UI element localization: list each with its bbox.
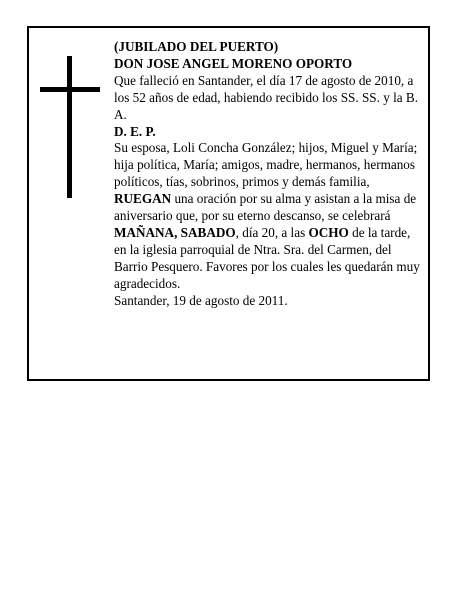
request-text-1: una oración por su alma y asistan a la misa de aniversario que, por su eterno descanso, se celebrará <box>114 191 417 224</box>
dep-line: D. E. P. <box>114 123 156 139</box>
cross-icon <box>40 56 100 198</box>
obituary-notice <box>27 26 430 381</box>
deceased-name: DON JOSE ANGEL MORENO OPORTO <box>114 55 353 71</box>
notice-subtitle: (JUBILADO DEL PUERTO) <box>114 39 279 54</box>
request-text-2: , día 20, a las <box>235 224 309 240</box>
family-list: Su esposa, Loli Concha González; hijos, Miguel y María; hija política, María; amigos, madre, hermanos, hermanos políticos, tías, sobrinos, primos y demás familia, <box>114 140 418 190</box>
closing-line: Santander, 19 de agosto de 2011. <box>114 292 288 308</box>
notice-body <box>114 39 426 310</box>
death-statement: Que falleció en Santander, el día 17 de agosto de 2010, a los 52 años de edad, habiendo recibido los SS. SS. y la B. A. <box>114 72 419 122</box>
mass-request <box>114 191 426 292</box>
mass-time: OCHO <box>308 224 349 240</box>
request-text-3: de la tarde, en la iglesia parroquial de Ntra. Sra. del Carmen, del Barrio Pesquero. Favores por los cuales les quedarán muy agradecidos. <box>114 224 420 291</box>
cross-vertical-bar <box>67 56 72 198</box>
cross-horizontal-bar <box>40 87 100 92</box>
ruegan-label: RUEGAN <box>114 191 172 207</box>
mass-day: MAÑANA, SABADO <box>114 224 236 240</box>
